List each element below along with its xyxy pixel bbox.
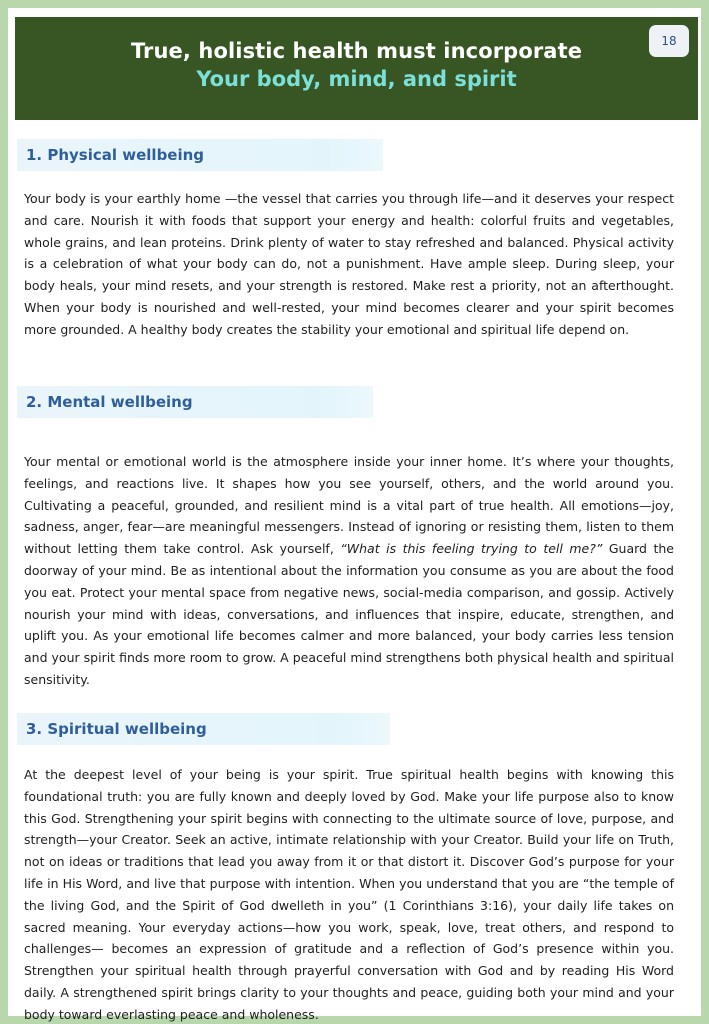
page-subtitle: Your body, mind, and spirit (196, 67, 517, 91)
page-number-badge: 18 (649, 25, 689, 57)
section-body-spiritual: At the deepest level of your being is your spirit. True spiritual health begins with knowing this foundational truth: you are fully known and deeply loved by God. Make your life purpose also to know this God. Strengthening your spirit begins with connecting to the ultimate source of love, purpose, and strength—your Creator. Seek an active, intimate relationship with your Creator. Build your life on Truth, not on ideas or traditions that lead you away from it or that distort it. Discover God’s purpose for your life in His Word, and live that purpose with intention. When you understand that you are “the temple of the living God, and the Spirit of God dwelleth in you” (1 Corinthians 3:16), your daily life takes on sacred meaning. Your everyday actions—how you work, speak, love, treat others, and respond to challenges— becomes an expression of gratitude and a reflection of God’s presence within you. Strengthen your spiritual health through prayerful conversation with God and by reading His Word daily. A strengthened spirit brings clarity to your thoughts and peace, guiding both your mind and your body toward everlasting peace and wholeness. (24, 767, 674, 1022)
mental-body-quote: “What is this feeling trying to tell me?” (340, 541, 603, 557)
mental-body-text-1: Your mental or emotional world is the atmosphere inside your inner home. It’s where your thoughts, feelings, and reactions live. It shapes how you see yourself, others, and the world around you. Cultivating a peaceful, grounded, and resilient mind is a vital part of true health. All emotions—joy, sadness, anger, fear—are meaningful messengers. Instead of ignoring or resisting them, listen to them without letting them take control. Ask yourself, (24, 454, 674, 557)
mental-body-text-2: Guard the doorway of your mind. Be as intentional about the information you consume as you are about the food you eat. Protect your mental space from negative news, social-media comparison, and gossip. Actively nourish your mind with ideas, conversations, and influences that inspire, educate, strengthen, and uplift you. As your emotional life becomes calmer and more balanced, your body carries less tension and your spirit finds more room to grow. A peaceful mind strengthens both physical health and spiritual sensitivity. (24, 541, 674, 687)
header-banner (15, 17, 698, 120)
section-heading-mental: 2. Mental wellbeing (17, 386, 373, 418)
page-title: True, holistic health must incorporate (130, 39, 583, 63)
section-heading-physical: 1. Physical wellbeing (17, 139, 383, 171)
section-body-physical: Your body is your earthly home —the vessel that carries you through life—and it deserves your respect and care. Nourish it with foods that support your energy and health: colorful fruits and vegetables, whole grains, and lean proteins. Drink plenty of water to stay refreshed and balanced. Physical activity is a celebration of what your body can do, not a punishment. Have ample sleep. During sleep, your body heals, your mind resets, and your strength is restored. Make rest a priority, not an afterthought. When your body is nourished and well-rested, your mind becomes clearer and your spirit becomes more grounded. A healthy body creates the stability your emotional and spiritual life depend on. (24, 191, 674, 337)
section-heading-spiritual: 3. Spiritual wellbeing (17, 713, 390, 745)
section-body-mental (24, 451, 674, 691)
